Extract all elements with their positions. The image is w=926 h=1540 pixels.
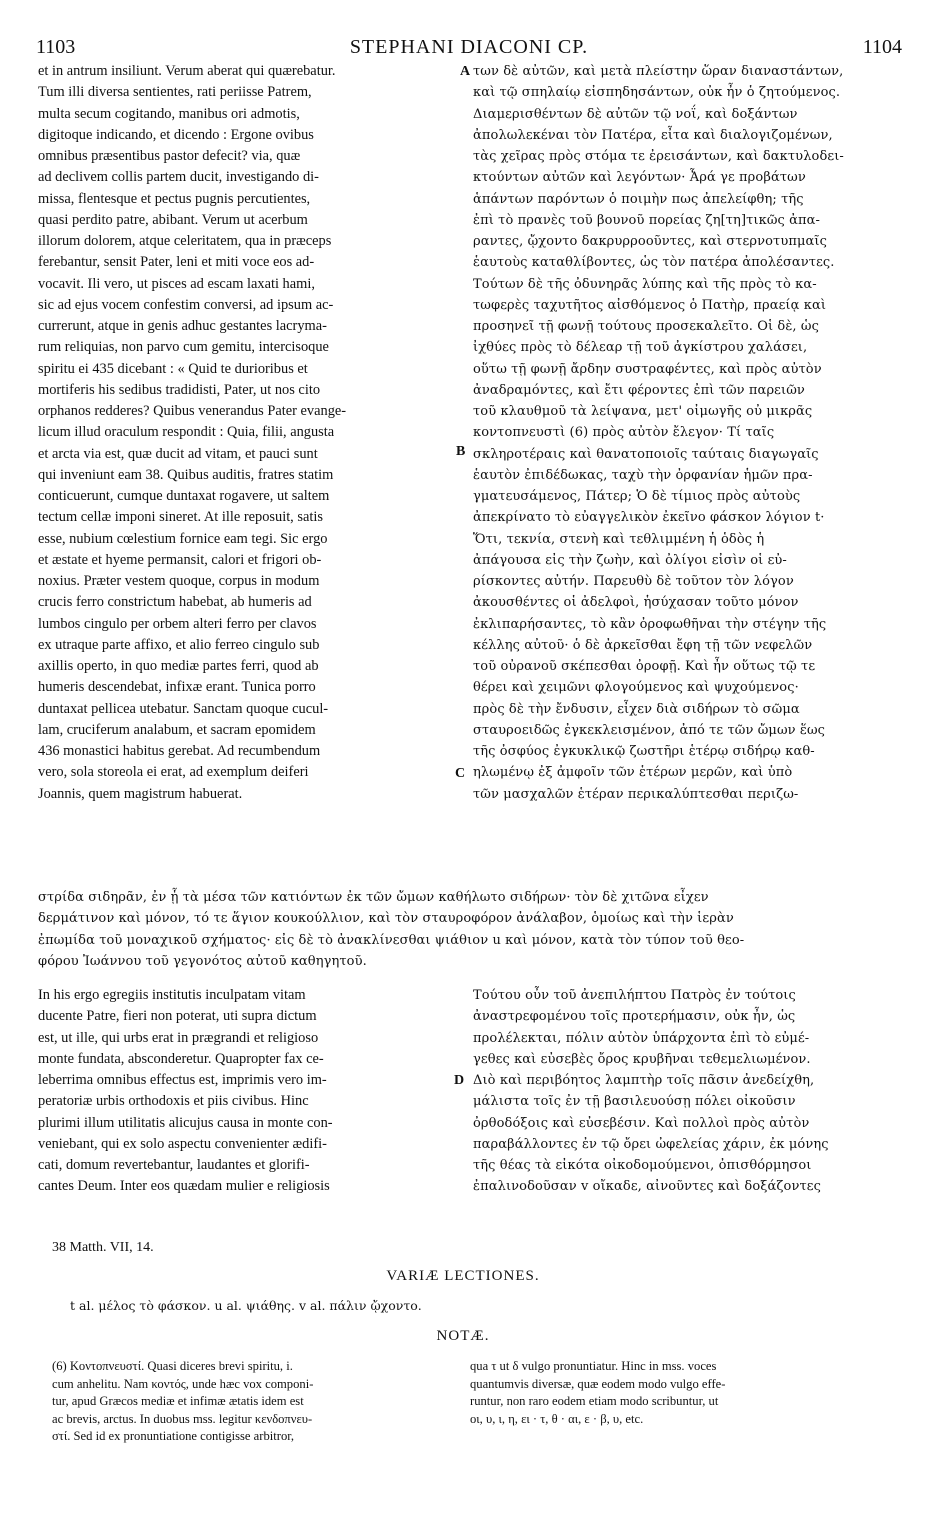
- text-line: τωφερὲς ταχυτῆτος αἰσθόμενος ὁ Πατὴρ, πραείᾳ καὶ: [473, 297, 827, 313]
- note-line: qua τ ut δ vulgo pronuntiatur. Hinc in mss. voces: [470, 1359, 717, 1373]
- text-line: τῆς θέας τὰ εἰκότα οἰκοδομούμενοι, ὀπισθόρμησοι: [473, 1158, 812, 1173]
- text-line: Joannis, quem magistrum habuerat.: [38, 785, 243, 802]
- note-line: runtur, non raro eodem etiam modo scribuntur, ut: [470, 1394, 719, 1408]
- text-line: est, ut ille, qui urbs erat in prægrandi et religioso: [38, 1029, 319, 1046]
- text-line: στρίδα σιδηρᾶν, ἐν ᾗ τὰ μέσα τῶν κατιόντων ἐκ τῶν ὤμων καθήλωτο σιδήρων· τὸν δὲ χιτῶνα εἶχεν: [38, 890, 709, 905]
- latin-column-bottom: [38, 985, 456, 1198]
- text-line: ἐπὶ τὸ πρανὲς τοῦ βουνοῦ πορείας ζη[τη]τικῶς ἀπα-: [473, 212, 821, 228]
- text-line: ad declivem collis partem ducit, investigando di-: [38, 169, 319, 186]
- text-line: κοντοπνευστὶ (6) πρὸς αὐτὸν ἔλεγον· Τί ταῖς: [473, 425, 775, 441]
- text-line: καὶ τῷ σπηλαίῳ εἰσπηδησάντων, οὐκ ἦν ὁ ζητούμενος.: [473, 85, 841, 101]
- text-line: ἀναστρεφομένου τοῖς προτερήμασιν, οὐκ ἦν, ὡς: [473, 1009, 796, 1025]
- text-line: τοῦ οὐρανοῦ σκέπεσθαι ὀροφῇ. Καὶ ἦν οὕτως τῷ τε: [473, 659, 816, 674]
- text-line: plurimi illum utilitatis alicujus causa in monte con-: [38, 1114, 333, 1131]
- greek-full-width-text: [38, 887, 906, 972]
- text-line: ἐπωμίδα τοῦ μοναχικοῦ σχήματος· εἰς δὲ τὸ ἀνακλίνεσθαι ψιάθιον u καὶ μόνον, κατὰ τὸν τύπον τοῦ θεο-: [38, 932, 745, 948]
- text-line: lam, cruciferum analabum, et sacram epomidem: [38, 721, 316, 738]
- text-line: axillis operto, in quo mediæ partes ferri, quod ab: [38, 658, 319, 674]
- text-line: ἑαυτοὺς καταθλίβοντες, ὡς τὸν πατέρα ἀπολέσαντες.: [473, 255, 835, 271]
- text-line: 436 monastici habitus gerebat. Ad recumbendum: [38, 743, 321, 759]
- text-line: φόρου Ἰωάννου τοῦ γεγονότος αὐτοῦ καθηγητοῦ.: [38, 953, 367, 969]
- text-line: πρὸς δὲ τὴν ἔνδυσιν, εἶχεν διὰ σιδήρων τὸ σῶμα: [473, 701, 800, 717]
- text-line: veniebant, qui ex solo aspectu convenienter ædifi-: [38, 1135, 327, 1152]
- text-line: ἀπολωλεκέναι τὸν Πατέρα, εἶτα καὶ διαλογιζομένων,: [473, 127, 833, 143]
- note-line: ac brevis, arctus. In duobus mss. legitur κενδοπνευ-: [52, 1411, 313, 1426]
- text-line: mortiferis his sedibus tradidisti, Pater, ut nos cito: [38, 381, 321, 398]
- margin-marker-a: A: [460, 64, 471, 79]
- text-line: omnibus præsentibus pastor defecit? via, quæ: [38, 148, 301, 164]
- text-line: Διαμερισθέντων δὲ αὐτῶν τῷ νοΐ, καὶ δοξάντων: [473, 106, 798, 122]
- text-line: δερμάτινον καὶ μόνον, τό τε ἅγιον κουκούλλιον, καὶ τὸν σταυροφόρον ἀνάλαβον, ὁμοίως καὶ τὴν ἱερὰν: [38, 911, 734, 927]
- text-line: conticuerunt, cumque duntaxat rogavere, ut saltem: [38, 488, 330, 504]
- latin-column-top: [38, 61, 456, 805]
- text-line: ηλωμένῳ ἐξ ἀμφοῖν τῶν ἑτέρων μερῶν, καὶ ὑπὸ: [473, 765, 793, 781]
- notes-column-left: [52, 1358, 462, 1446]
- text-line: κτούντων αὐτῶν καὶ λεγόντων· Ἆρά γε προβάτων: [473, 170, 806, 186]
- text-line: ἑαυτὸν ἐπιδέδωκας, ταχὺ τὴν ὀρφανίαν ἡμῶν πρα-: [473, 467, 813, 483]
- text-line: γματευσάμενος, Πάτερ; Ὁ δὲ τίμιος πρὸς αὐτοὺς: [473, 489, 801, 504]
- text-line: peratoriæ urbis orthodoxis et piis civibus. Hinc: [38, 1093, 309, 1110]
- text-line: tectum cellæ imponi sineret. At ille reposuit, satis: [38, 509, 323, 526]
- text-line: vero, sola storeola ei erat, ad exemplum deiferi: [38, 764, 309, 781]
- text-line: sic ad ejus vocem confestim conversi, ad ipsum ac-: [38, 296, 334, 313]
- variae-lectiones-heading: VARIÆ LECTIONES.: [386, 1268, 540, 1284]
- margin-marker-c: C: [455, 766, 466, 781]
- notae-heading: NOTÆ.: [436, 1328, 490, 1344]
- text-line: leberrima omnibus effectus est, imprimis vero im-: [38, 1072, 327, 1088]
- text-line: Τούτου οὖν τοῦ ἀνεπιλήπτου Πατρὸς ἐν τούτοις: [473, 988, 796, 1003]
- text-line: quasi perdito patre, abibant. Verum ut acerbum: [38, 211, 308, 228]
- text-line: vocavit. Ili vero, ut pisces ad escam laxati hami,: [38, 275, 315, 292]
- running-header: [36, 36, 902, 60]
- text-line: humeris descendebat, infixæ erant. Tunica porro: [38, 679, 316, 696]
- text-line: monte fundata, absconderetur. Quapropter fax ce-: [38, 1050, 324, 1067]
- text-line: σταυροειδῶς ἐγκεκλεισμένον, ἀπό τε τῶν ὤμων ἕως: [473, 722, 826, 738]
- text-line: τοῦ κλαυθμοῦ τὰ λείψανα, μετ' οἰμωγῆς οὐ μικρᾶς: [473, 404, 813, 419]
- text-line: digitoque indicando, et dicendo : Ergone ovibus: [38, 126, 314, 143]
- text-line: cati, domum revertebantur, laudantes et glorifi-: [38, 1157, 310, 1173]
- greek-column-top: [473, 61, 905, 805]
- text-line: ὀρθοδόξοις καὶ εὐσεβέσιν. Καὶ πολλοὶ πρὸς αὐτὸν: [473, 1115, 810, 1131]
- running-title: STEPHANI DIACONI CP.: [349, 36, 589, 58]
- text-line: τῶν μασχαλῶν ἑτέραν περικαλύπτεσθαι περιζω-: [473, 786, 799, 802]
- text-line: ραντες, ᾤχοντο δακρυρροοῦντες, καὶ στερνοτυπμαῖς: [473, 234, 827, 249]
- text-line: ἁπάντων παρόντων ὁ ποιμὴν πως ἀπελείφθη; τῆς: [473, 191, 804, 207]
- text-line: Tum illi diversa sentientes, rati periisse Patrem,: [38, 84, 312, 101]
- text-line: τὰς χεῖρας πρὸς στόμα τε ἐρεισάντων, καὶ δακτυλοδει-: [473, 149, 844, 164]
- text-line: προλέλεκται, πόλιν αὐτὸν ὑπάρχοντα ἐπὶ τὸ εὐμέ-: [473, 1030, 810, 1046]
- text-line: ἰχθύες πρὸς τὸ δέλεαρ τῇ τοῦ ἀγκίστρου χαλάσει,: [473, 340, 808, 356]
- text-line: et æstate et hyeme permansit, calori et frigori ob-: [38, 551, 322, 568]
- text-line: ἐκλιπαρήσαντες, τὸ κἂν ὀροφωθῆναι τὴν στέγην τῆς: [473, 616, 827, 632]
- text-line: crucis ferro constrictum habebat, ab humeris ad: [38, 594, 312, 611]
- text-line: τῆς ὀσφύος ἐγκυκλικῷ ζωστῆρι ἑτέρῳ σιδήρῳ καθ-: [473, 744, 815, 759]
- note-line: cum anhelitu. Nam κοντός, unde hæc vox componi-: [52, 1376, 314, 1391]
- text-line: multa secum cogitando, manibus ori admotis,: [38, 105, 300, 122]
- text-line: Τούτων δὲ τῆς ὀδυνηρᾶς λύπης καὶ τῆς πρὸς τὸ κα-: [473, 276, 817, 292]
- text-line: licum illud oraculum respondit : Quia, filii, angusta: [38, 424, 335, 441]
- text-line: Ὅτι, τεκνία, στενὴ καὶ τεθλιμμένη ἡ ὁδὸς ἡ: [473, 531, 765, 547]
- text-line: ἀπεκρίνατο τὸ εὐαγγελικὸν ἐκεῖνο φάσκον λόγιον t·: [473, 510, 825, 526]
- variae-lectiones-text: t al. μέλος τὸ φάσκον. u al. ψιάθης. v al. πάλιν ᾤχοντο.: [70, 1298, 422, 1313]
- text-line: ἐπαλινοδοῦσαν v οἴκαδε, αἰνοῦντες καὶ δοξάζοντες: [473, 1179, 821, 1195]
- text-line: οὕτω τῇ φωνῇ ἄρδην συστραφέντες, καὶ πρὸς αὐτὸν: [473, 361, 822, 377]
- text-line: rum reliquias, non parvo cum gemitu, intercisoque: [38, 339, 329, 356]
- text-line: missa, flentesque et pectus pugnis percutientes,: [38, 190, 311, 207]
- text-line: παραβάλλοντες ἐν τῷ ὄρει ὠφελείας χάριν, ἐκ μόνης: [473, 1136, 829, 1152]
- text-line: Διὸ καὶ περιβόητος λαμπτὴρ τοῖς πᾶσιν ἀνεδείχθη,: [473, 1073, 815, 1088]
- text-line: ἀναδραμόντες, καὶ ἔτι φέροντες ἐπὶ τῶν παρειῶν: [473, 382, 805, 398]
- text-line: In his ergo egregiis institutis inculpatam vitam: [38, 987, 306, 1003]
- text-line: μάλιστα τοῖς ἐν τῇ βασιλευούσῃ πόλει οἰκοῦσιν: [473, 1094, 796, 1110]
- text-line: ρίσκοντες αὐτήν. Παρευθὺ δὲ τοῦτον τὸν λόγον: [473, 574, 794, 589]
- text-line: κέλλης αὐτοῦ· ὁ δὲ ἀρκεῖσθαι ἔφη τῇ τῶν νεφελῶν: [473, 637, 813, 653]
- text-line: et in antrum insiliunt. Verum aberat qui quærebatur.: [38, 63, 336, 79]
- text-line: ducente Patre, fieri non poterat, uti supra dictum: [38, 1008, 317, 1025]
- note-line: tur, apud Græcos mediæ et infimæ ætatis idem est: [52, 1394, 304, 1408]
- text-line: προσηνεῖ τῇ φωνῇ τούτους προσεκαλεῖτο. Οἱ δὲ, ὡς: [473, 319, 819, 334]
- text-line: ex utraque parte affixo, et alio ferreo cingulo sub: [38, 636, 320, 653]
- text-line: orphanos redderes? Quibus venerandus Pater evange-: [38, 403, 347, 419]
- text-line: θέρει καὶ χειμῶνι φλογούμενος καὶ ψυχούμενος·: [473, 680, 799, 696]
- page-number-right: 1104: [862, 36, 902, 58]
- text-line: lumbos cingulo per orbem alteri ferro per clavos: [38, 615, 317, 632]
- text-line: cantes Deum. Inter eos quædam mulier e religiosis: [38, 1178, 330, 1195]
- text-line: qui inveniunt eam 38. Quibus auditis, fratres statim: [38, 466, 334, 483]
- text-line: ἀπάγουσα εἰς τὴν ζωὴν, καὶ ὀλίγοι εἰσὶν οἱ εὐ-: [473, 552, 787, 568]
- note-line: quantumvis diversæ, quæ eodem modo vulgo effe-: [470, 1376, 726, 1391]
- note-line: (6) Κοντοπνευστί. Quasi diceres brevi spiritu, i.: [52, 1359, 293, 1373]
- text-line: σκληροτέραις καὶ θανατοποιοῖς ταύταις διαγωγαῖς: [473, 446, 819, 462]
- note-line: οι, υ, ι, η, ει · τ, θ · αι, ε · β, υ, etc.: [470, 1411, 644, 1426]
- text-line: esse, nubium cœlestium fornice eam tegi. Sic ergo: [38, 530, 328, 547]
- text-line: spiritu ei 435 dicebant : « Quid te durioribus et: [38, 360, 308, 377]
- margin-marker-d: D: [454, 1073, 465, 1088]
- text-line: illorum dolorem, atque celeritatem, qua in præceps: [38, 233, 332, 249]
- text-line: γεθες καὶ εὐσεβὲς ὄρος κρυβῆναι τεθεμελιωμένον.: [473, 1051, 811, 1067]
- text-line: ἀκουσθέντες οἱ ἀδελφοὶ, ἡσύχασαν τοῦτο μόνον: [473, 595, 799, 611]
- text-line: noxius. Præter vestem quoque, corpus in modum: [38, 573, 320, 589]
- notes-column-right: [470, 1358, 890, 1428]
- text-line: et arcta via est, quæ ducit ad vitam, et pauci sunt: [38, 445, 318, 462]
- text-line: ferebantur, sensit Pater, leni et miti voce eos ad-: [38, 254, 315, 271]
- greek-column-bottom: [473, 985, 905, 1198]
- text-line: των δὲ αὐτῶν, καὶ μετὰ πλείστην ὥραν διαναστάντων,: [473, 64, 844, 79]
- note-line: στί. Sed id ex pronuntiatione contigisse arbitror,: [52, 1429, 295, 1443]
- scripture-footnote: 38 Matth. VII, 14.: [52, 1240, 154, 1255]
- page-number-left: 1103: [36, 36, 76, 58]
- text-line: duntaxat pellicea utebatur. Sanctam quoque cucul-: [38, 700, 329, 717]
- margin-marker-b: B: [456, 444, 466, 459]
- text-line: currerunt, atque in genis adhuc gestantes lacryma-: [38, 318, 327, 334]
